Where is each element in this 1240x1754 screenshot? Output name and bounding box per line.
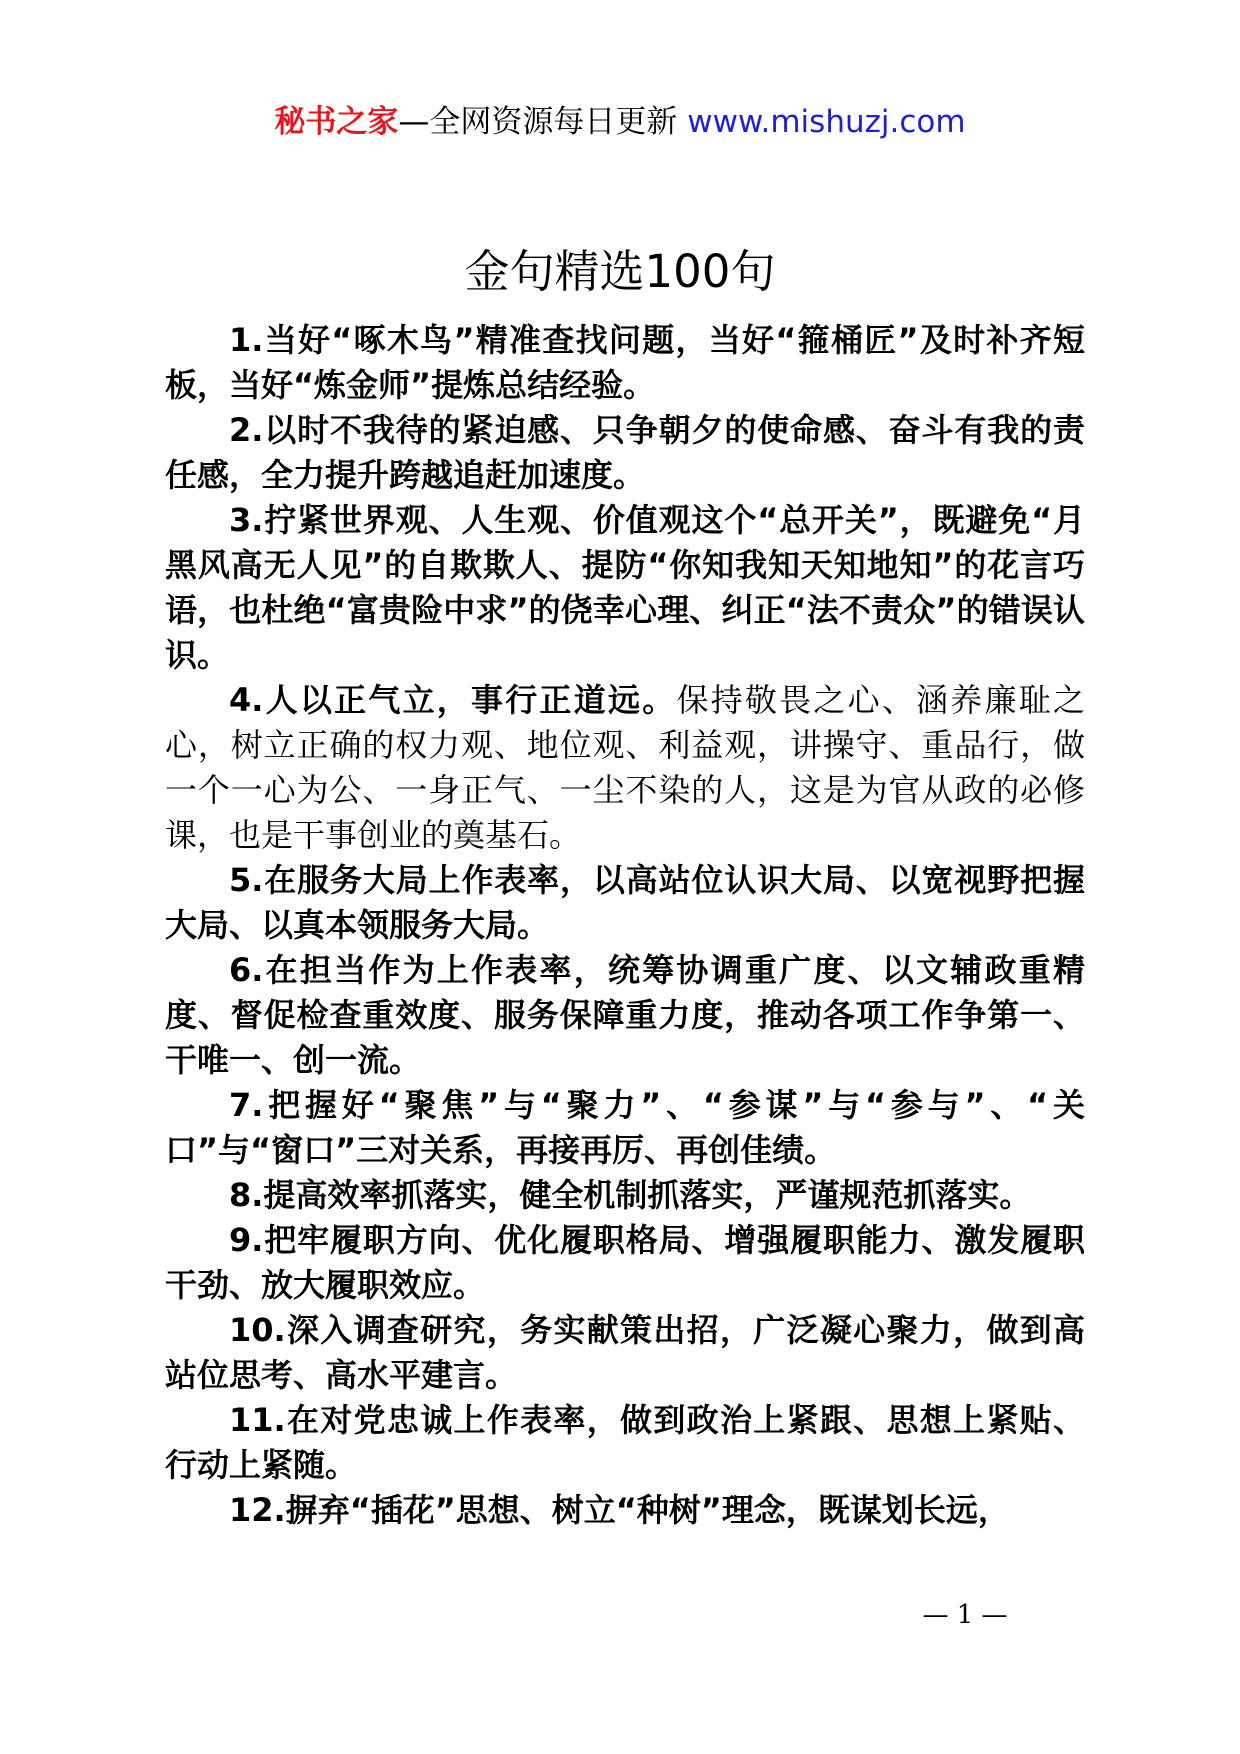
document-title: 金句精选100句 bbox=[464, 245, 776, 298]
quote-item-11 bbox=[165, 1398, 1085, 1488]
quote-item-8 bbox=[165, 1173, 1085, 1218]
quote-item-6 bbox=[165, 948, 1085, 1083]
banner-brand: 秘书之家 bbox=[274, 104, 399, 140]
quote-item-1 bbox=[165, 318, 1085, 408]
banner-slogan: —全网资源每日更新 bbox=[398, 104, 678, 140]
quote-bold-text: 7.把握好“聚焦”与“聚力”、“参谋”与“参与”、“关口”与“窗口”三对关系，再接再厉、再创佳绩。 bbox=[165, 1086, 1085, 1169]
quote-item-4 bbox=[165, 678, 1085, 858]
quote-bold-text: 4.人以正气立，事行正道远。 bbox=[229, 681, 677, 719]
quote-bold-text: 8.提高效率抓落实，健全机制抓落实，严谨规范抓落实。 bbox=[229, 1176, 1032, 1214]
quote-bold-text: 6.在担当作为上作表率，统筹协调重广度、以文辅政重精度、督促检查重效度、服务保障重力度，推动各项工作争第一、干唯一、创一流。 bbox=[165, 951, 1085, 1079]
quote-bold-text: 12.摒弃“插花”思想、树立“种树”理念，既谋划长远， bbox=[229, 1491, 1010, 1529]
quote-list bbox=[165, 318, 1085, 1533]
banner-url[interactable]: www.mishuzj.com bbox=[687, 104, 966, 140]
quote-bold-text: 1.当好“啄木鸟”精准查找问题，当好“箍桶匠”及时补齐短板，当好“炼金师”提炼总结经验。 bbox=[165, 321, 1085, 404]
quote-bold-text: 5.在服务大局上作表率，以高站位认识大局、以宽视野把握大局、以真本领服务大局。 bbox=[165, 861, 1085, 944]
quote-bold-text: 10.深入调查研究，务实献策出招，广泛凝心聚力，做到高站位思考、高水平建言。 bbox=[165, 1311, 1085, 1394]
quote-item-2 bbox=[165, 408, 1085, 498]
quote-normal-text: 保持敬畏之心、涵养廉耻之心，树立正确的权力观、地位观、利益观，讲操守、重品行，做一个一心为公、一身正气、一尘不染的人，这是为官从政的必修课，也是干事创业的奠基石。 bbox=[165, 681, 1085, 854]
quote-bold-text: 2.以时不我待的紧迫感、只争朝夕的使命感、奋斗有我的责任感，全力提升跨越追赶加速度。 bbox=[165, 411, 1085, 494]
quote-item-10 bbox=[165, 1308, 1085, 1398]
quote-item-12 bbox=[165, 1488, 1085, 1533]
quote-item-5 bbox=[165, 858, 1085, 948]
page-number: — 1 — bbox=[922, 1600, 1008, 1630]
quote-item-3 bbox=[165, 498, 1085, 678]
quote-bold-text: 3.拧紧世界观、人生观、价值观这个“总开关”，既避免“月黑风高无人见”的自欺欺人、提防“你知我知天知地知”的花言巧语，也杜绝“富贵险中求”的侥幸心理、纠正“法不责众”的错误认识。 bbox=[165, 501, 1085, 674]
quote-item-7 bbox=[165, 1083, 1085, 1173]
quote-item-9 bbox=[165, 1218, 1085, 1308]
quote-bold-text: 11.在对党忠诚上作表率，做到政治上紧跟、思想上紧贴、行动上紧随。 bbox=[165, 1401, 1085, 1484]
quote-bold-text: 9.把牢履职方向、优化履职格局、增强履职能力、激发履职干劲、放大履职效应。 bbox=[165, 1221, 1085, 1304]
site-banner bbox=[0, 100, 1240, 144]
